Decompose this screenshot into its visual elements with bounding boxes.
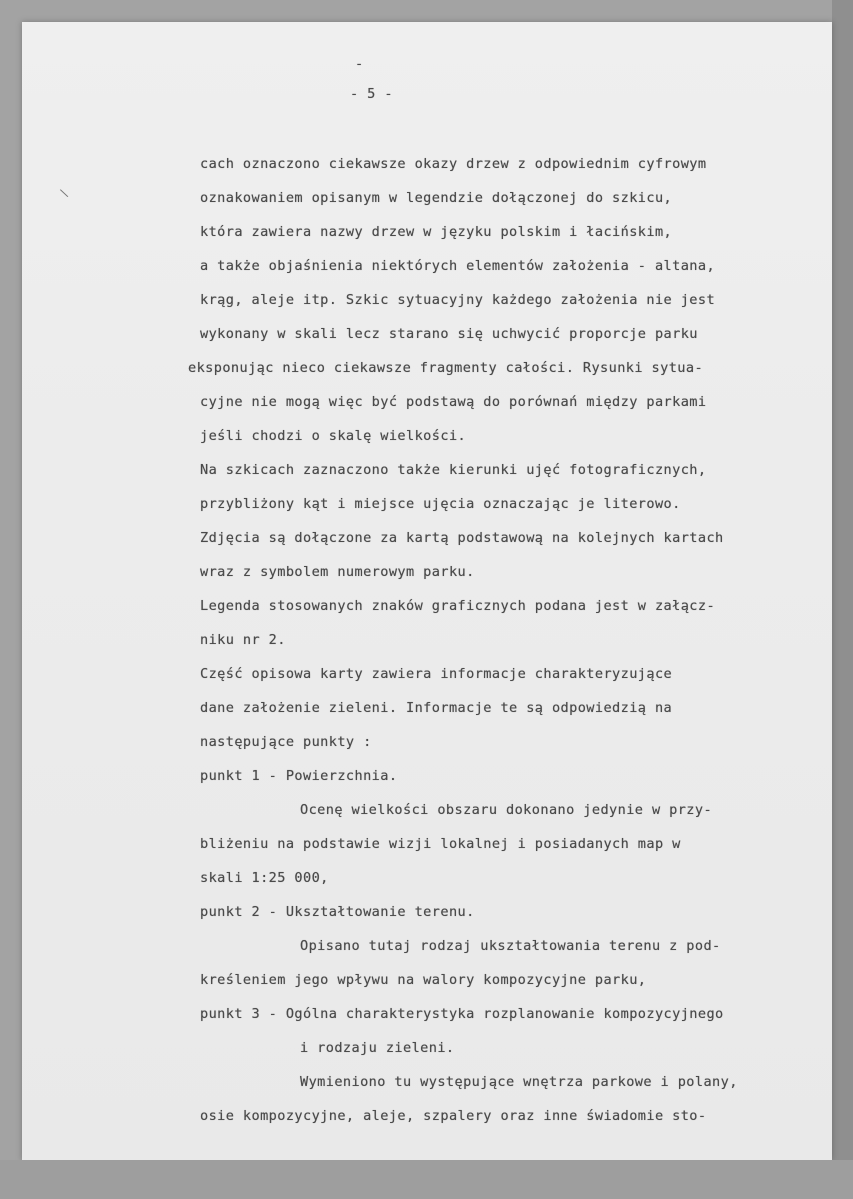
text-line: osie kompozycyjne, aleje, szpalery oraz inne świadomie sto-	[200, 1108, 707, 1124]
text-line: następujące punkty :	[200, 734, 372, 750]
text-line: Wymieniono tu występujące wnętrza parkowe i polany,	[300, 1074, 738, 1090]
text-line: jeśli chodzi o skalę wielkości.	[200, 428, 467, 444]
text-line: przybliżony kąt i miejsce ujęcia oznaczając je literowo.	[200, 496, 681, 512]
text-line: bliżeniu na podstawie wizji lokalnej i posiadanych map w	[200, 836, 681, 852]
text-line: i rodzaju zieleni.	[300, 1040, 455, 1056]
text-line: krąg, aleje itp. Szkic sytuacyjny każdego założenia nie jest	[200, 292, 716, 308]
text-line: Część opisowa karty zawiera informacje charakteryzujące	[200, 666, 673, 682]
text-line: eksponując nieco ciekawsze fragmenty całości. Rysunki sytua-	[188, 360, 704, 376]
text-line: skali 1:25 000,	[200, 870, 329, 886]
text-line: kreśleniem jego wpływu na walory kompozycyjne parku,	[200, 972, 647, 988]
text-line: wraz z symbolem numerowym parku.	[200, 564, 475, 580]
text-line: punkt 2 - Ukształtowanie terenu.	[200, 904, 475, 920]
top-dash: -	[355, 56, 364, 72]
text-line: Na szkicach zaznaczono także kierunki ujęć fotograficznych,	[200, 462, 707, 478]
text-line: Ocenę wielkości obszaru dokonano jedynie w przy-	[300, 802, 713, 818]
scanner-edge-right	[832, 0, 853, 1199]
text-line: Opisano tutaj rodzaj ukształtowania terenu z pod-	[300, 938, 721, 954]
text-line: dane założenie zieleni. Informacje te są odpowiedzią na	[200, 700, 673, 716]
text-line: oznakowaniem opisanym w legendzie dołączonej do szkicu,	[200, 190, 673, 206]
text-line: niku nr 2.	[200, 632, 286, 648]
scanner-edge-bottom	[0, 1160, 853, 1199]
text-line: punkt 3 - Ogólna charakterystyka rozplanowanie kompozycyjnego	[200, 1006, 724, 1022]
text-line: cach oznaczono ciekawsze okazy drzew z odpowiednim cyfrowym	[200, 156, 707, 172]
text-line: która zawiera nazwy drzew w języku polskim i łacińskim,	[200, 224, 673, 240]
text-line: wykonany w skali lecz starano się uchwycić proporcje parku	[200, 326, 698, 342]
text-line: a także objaśnienia niektórych elementów założenia - altana,	[200, 258, 716, 274]
margin-mark: \	[58, 185, 70, 201]
text-line: Zdjęcia są dołączone za kartą podstawową na kolejnych kartach	[200, 530, 724, 546]
text-line: Legenda stosowanych znaków graficznych podana jest w załącz-	[200, 598, 716, 614]
text-line: cyjne nie mogą więc być podstawą do porównań między parkami	[200, 394, 707, 410]
text-line: punkt 1 - Powierzchnia.	[200, 768, 398, 784]
page-number: - 5 -	[350, 86, 393, 102]
